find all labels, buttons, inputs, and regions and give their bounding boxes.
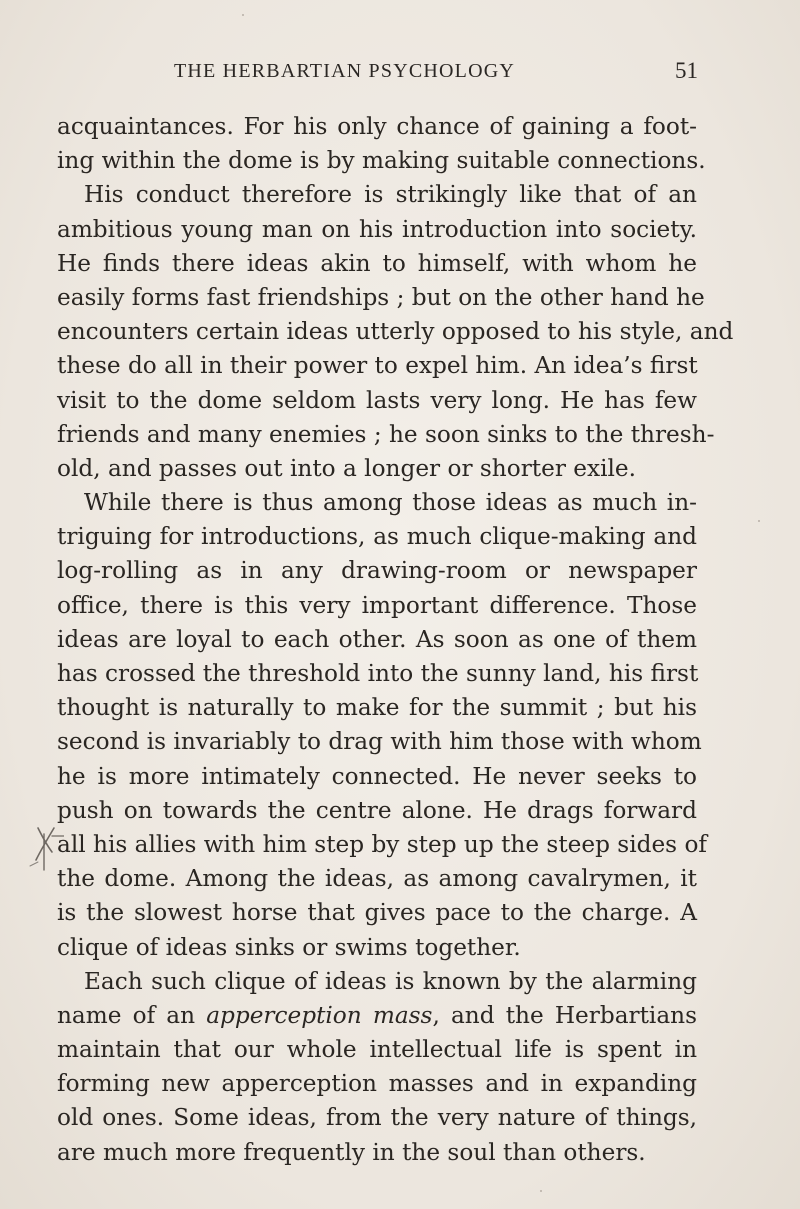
text-line: His conduct therefore is strikingly like that of an bbox=[84, 181, 697, 209]
text-line-with-italic bbox=[57, 999, 697, 1033]
text-line: second is invariably to drag with him those with whom bbox=[57, 728, 702, 756]
text-fragment: name of an bbox=[57, 1001, 207, 1029]
italic-term: apperception mass bbox=[206, 1001, 433, 1029]
text-fragment: , and the Herbartians bbox=[432, 1001, 697, 1029]
text-line: has crossed the threshold into the sunny land, his first bbox=[57, 660, 699, 687]
text-line: these do all in their power to expel him. An idea’s first bbox=[57, 352, 698, 380]
text-line: log-rolling as in any drawing-room or newspaper bbox=[57, 557, 697, 585]
text-line: acquaintances. For his only chance of gaining a foot- bbox=[57, 113, 697, 140]
paper-speck bbox=[242, 14, 244, 16]
running-title: THE HERBARTIAN PSYCHOLOGY bbox=[174, 60, 516, 82]
running-head bbox=[0, 58, 800, 90]
text-line: forming new apperception masses and in expanding bbox=[57, 1070, 697, 1098]
text-line: triguing for introductions, as much clique-making and bbox=[57, 523, 697, 551]
text-line: visit to the dome seldom lasts very long. He has few bbox=[57, 386, 697, 414]
paper-speck bbox=[758, 520, 760, 522]
text-line: friends and many enemies ; he soon sinks to the thresh- bbox=[57, 420, 715, 448]
text-line: ambitious young man on his introduction into society. bbox=[57, 215, 697, 243]
text-line: maintain that our whole intellectual life is spent in bbox=[57, 1036, 697, 1064]
text-line: encounters certain ideas utterly opposed to his style, and bbox=[57, 318, 734, 346]
text-line: thought is naturally to make for the summit ; but his bbox=[57, 694, 697, 722]
text-line: push on towards the centre alone. He drags forward bbox=[57, 796, 697, 824]
text-line: old, and passes out into a longer or shorter exile. bbox=[57, 454, 637, 482]
paper-speck bbox=[540, 1190, 542, 1192]
text-line: ideas are loyal to each other. As soon as one of them bbox=[57, 625, 697, 653]
text-line: He finds there ideas akin to himself, with whom he bbox=[57, 249, 697, 277]
text-line: office, there is this very important difference. Those bbox=[57, 591, 697, 619]
text-line: ing within the dome is by making suitable connections. bbox=[57, 147, 706, 175]
text-line: are much more frequently in the soul than others. bbox=[57, 1138, 646, 1166]
text-line: old ones. Some ideas, from the very nature of things, bbox=[57, 1104, 697, 1132]
text-line: easily forms fast friendships ; but on the other hand he bbox=[57, 283, 705, 311]
text-line: While there is thus among those ideas as much in- bbox=[84, 489, 697, 517]
body-text bbox=[57, 110, 734, 1170]
text-line: the dome. Among the ideas, as among cavalrymen, it bbox=[57, 865, 697, 893]
text-line: is the slowest horse that gives pace to the charge. A bbox=[57, 899, 697, 927]
text-line: Each such clique of ideas is known by the alarming bbox=[84, 967, 697, 995]
text-line: clique of ideas sinks or swims together. bbox=[57, 933, 521, 961]
page-number: 51 bbox=[675, 58, 698, 83]
text-line: he is more intimately connected. He never seeks to bbox=[57, 762, 697, 790]
text-line: all his allies with him step by step up the steep sides of bbox=[57, 830, 707, 858]
